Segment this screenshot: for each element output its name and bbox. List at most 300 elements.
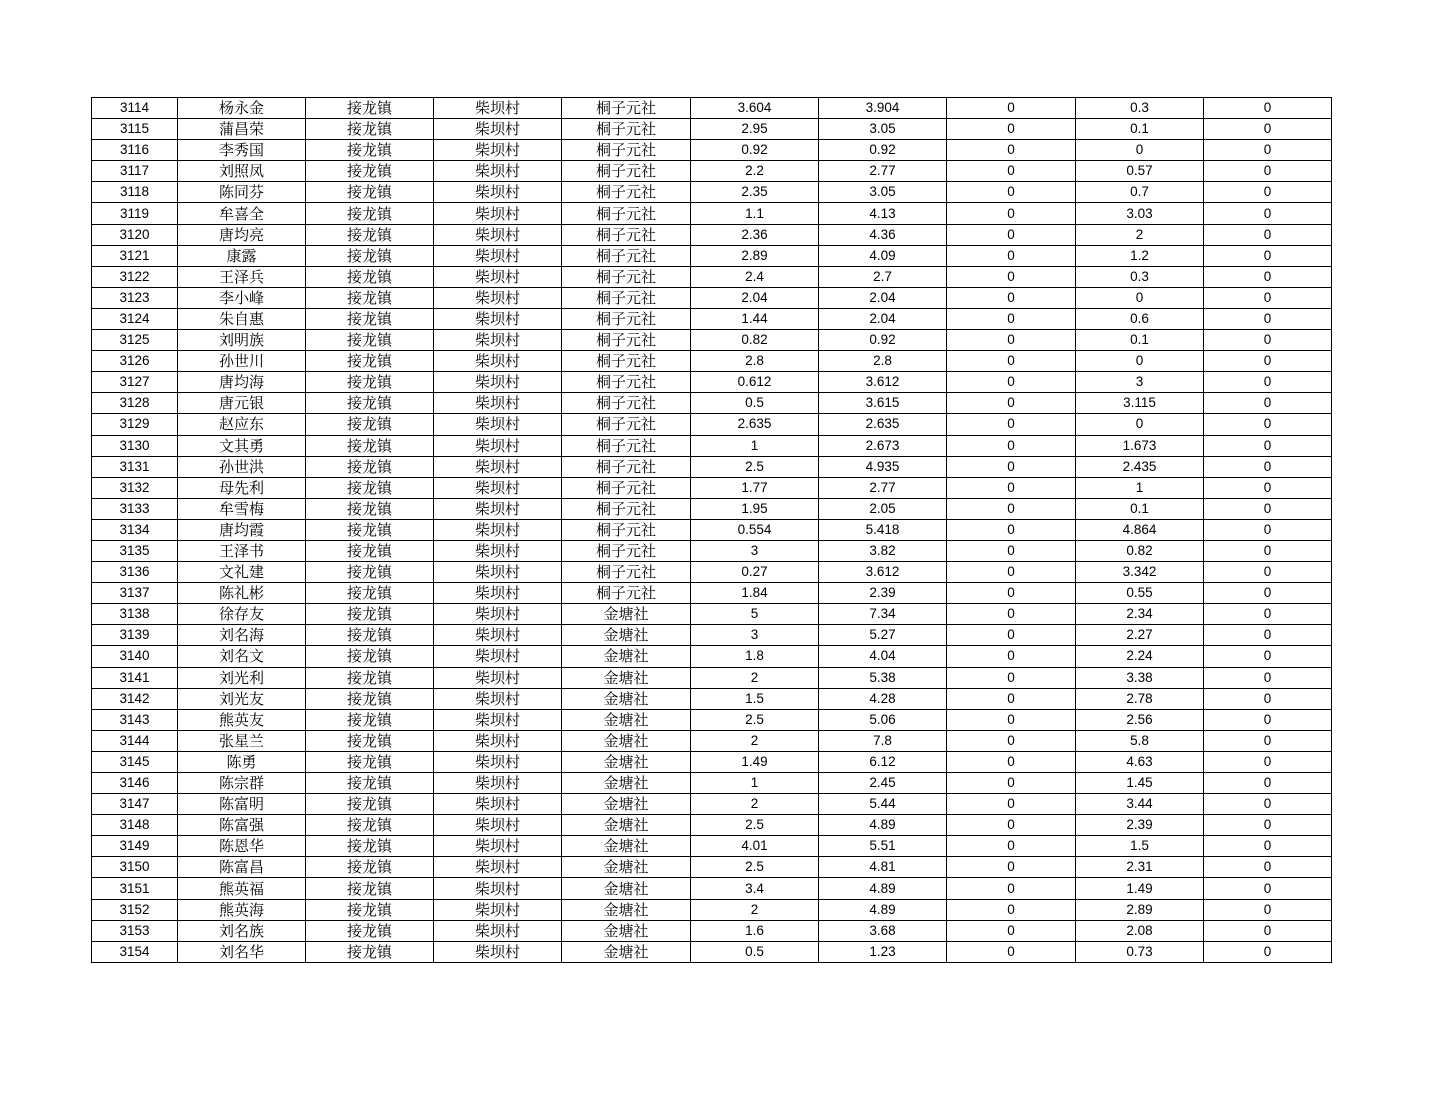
cell-value-a: 1 bbox=[691, 773, 819, 794]
cell-value-e: 0 bbox=[1204, 477, 1332, 498]
table-row bbox=[92, 351, 1332, 372]
cell-value-e: 0 bbox=[1204, 583, 1332, 604]
cell-value-b: 5.27 bbox=[819, 625, 947, 646]
cell-person-name: 文其勇 bbox=[178, 435, 306, 456]
cell-town: 接龙镇 bbox=[306, 351, 434, 372]
cell-village: 柴坝村 bbox=[434, 498, 562, 519]
cell-value-a: 3.604 bbox=[691, 98, 819, 119]
cell-value-d: 3.38 bbox=[1076, 667, 1204, 688]
cell-value-a: 0.612 bbox=[691, 372, 819, 393]
cell-person-name: 刘名华 bbox=[178, 941, 306, 962]
cell-village: 柴坝村 bbox=[434, 435, 562, 456]
cell-town: 接龙镇 bbox=[306, 562, 434, 583]
cell-value-d: 3 bbox=[1076, 372, 1204, 393]
cell-person-name: 刘名族 bbox=[178, 920, 306, 941]
table-row bbox=[92, 794, 1332, 815]
cell-value-e: 0 bbox=[1204, 330, 1332, 351]
cell-person-name: 熊英海 bbox=[178, 899, 306, 920]
cell-group: 金塘社 bbox=[562, 751, 691, 772]
cell-value-d: 0 bbox=[1076, 414, 1204, 435]
cell-village: 柴坝村 bbox=[434, 899, 562, 920]
cell-value-e: 0 bbox=[1204, 920, 1332, 941]
cell-value-d: 1 bbox=[1076, 477, 1204, 498]
cell-value-b: 0.92 bbox=[819, 330, 947, 351]
cell-group: 金塘社 bbox=[562, 920, 691, 941]
cell-value-d: 0.3 bbox=[1076, 98, 1204, 119]
cell-value-b: 2.673 bbox=[819, 435, 947, 456]
cell-group: 金塘社 bbox=[562, 836, 691, 857]
cell-value-a: 1.5 bbox=[691, 688, 819, 709]
cell-value-e: 0 bbox=[1204, 372, 1332, 393]
table-row bbox=[92, 182, 1332, 203]
cell-value-e: 0 bbox=[1204, 794, 1332, 815]
cell-value-a: 1.44 bbox=[691, 308, 819, 329]
cell-value-c: 0 bbox=[947, 287, 1076, 308]
cell-row-id: 3152 bbox=[92, 899, 178, 920]
cell-person-name: 李秀国 bbox=[178, 140, 306, 161]
table-row bbox=[92, 435, 1332, 456]
cell-town: 接龙镇 bbox=[306, 794, 434, 815]
cell-village: 柴坝村 bbox=[434, 308, 562, 329]
table-row bbox=[92, 625, 1332, 646]
cell-town: 接龙镇 bbox=[306, 878, 434, 899]
table-row bbox=[92, 372, 1332, 393]
cell-row-id: 3126 bbox=[92, 351, 178, 372]
cell-group: 桐子元社 bbox=[562, 562, 691, 583]
cell-village: 柴坝村 bbox=[434, 815, 562, 836]
cell-value-c: 0 bbox=[947, 414, 1076, 435]
cell-value-a: 2 bbox=[691, 667, 819, 688]
cell-value-e: 0 bbox=[1204, 182, 1332, 203]
cell-value-e: 0 bbox=[1204, 119, 1332, 140]
table-row bbox=[92, 540, 1332, 561]
cell-value-d: 0 bbox=[1076, 351, 1204, 372]
cell-value-a: 2.89 bbox=[691, 245, 819, 266]
cell-value-b: 2.7 bbox=[819, 266, 947, 287]
cell-value-c: 0 bbox=[947, 435, 1076, 456]
cell-person-name: 刘名海 bbox=[178, 625, 306, 646]
cell-row-id: 3129 bbox=[92, 414, 178, 435]
cell-person-name: 陈礼彬 bbox=[178, 583, 306, 604]
cell-value-d: 0.73 bbox=[1076, 941, 1204, 962]
cell-value-d: 1.49 bbox=[1076, 878, 1204, 899]
cell-value-a: 3 bbox=[691, 540, 819, 561]
cell-village: 柴坝村 bbox=[434, 920, 562, 941]
cell-value-d: 0.7 bbox=[1076, 182, 1204, 203]
cell-village: 柴坝村 bbox=[434, 730, 562, 751]
cell-row-id: 3151 bbox=[92, 878, 178, 899]
cell-value-c: 0 bbox=[947, 393, 1076, 414]
cell-village: 柴坝村 bbox=[434, 540, 562, 561]
cell-value-a: 1.77 bbox=[691, 477, 819, 498]
cell-value-e: 0 bbox=[1204, 815, 1332, 836]
cell-person-name: 陈富昌 bbox=[178, 857, 306, 878]
cell-value-b: 3.904 bbox=[819, 98, 947, 119]
cell-value-c: 0 bbox=[947, 773, 1076, 794]
cell-row-id: 3144 bbox=[92, 730, 178, 751]
cell-row-id: 3127 bbox=[92, 372, 178, 393]
cell-value-a: 0.82 bbox=[691, 330, 819, 351]
cell-value-e: 0 bbox=[1204, 857, 1332, 878]
cell-village: 柴坝村 bbox=[434, 604, 562, 625]
cell-value-d: 0.3 bbox=[1076, 266, 1204, 287]
cell-value-d: 2.27 bbox=[1076, 625, 1204, 646]
table-row bbox=[92, 562, 1332, 583]
cell-town: 接龙镇 bbox=[306, 583, 434, 604]
table-row bbox=[92, 878, 1332, 899]
cell-person-name: 唐均霞 bbox=[178, 519, 306, 540]
cell-value-d: 2.56 bbox=[1076, 709, 1204, 730]
cell-value-b: 2.77 bbox=[819, 477, 947, 498]
cell-village: 柴坝村 bbox=[434, 688, 562, 709]
table-row bbox=[92, 266, 1332, 287]
cell-value-d: 0.82 bbox=[1076, 540, 1204, 561]
cell-group: 桐子元社 bbox=[562, 540, 691, 561]
cell-row-id: 3134 bbox=[92, 519, 178, 540]
cell-value-e: 0 bbox=[1204, 351, 1332, 372]
cell-village: 柴坝村 bbox=[434, 773, 562, 794]
cell-group: 金塘社 bbox=[562, 815, 691, 836]
cell-value-e: 0 bbox=[1204, 730, 1332, 751]
cell-value-c: 0 bbox=[947, 667, 1076, 688]
cell-value-b: 0.92 bbox=[819, 140, 947, 161]
cell-value-b: 4.13 bbox=[819, 203, 947, 224]
cell-group: 金塘社 bbox=[562, 688, 691, 709]
cell-village: 柴坝村 bbox=[434, 351, 562, 372]
cell-value-d: 3.03 bbox=[1076, 203, 1204, 224]
cell-person-name: 唐均亮 bbox=[178, 224, 306, 245]
table-row bbox=[92, 245, 1332, 266]
table-row bbox=[92, 941, 1332, 962]
cell-person-name: 母先利 bbox=[178, 477, 306, 498]
cell-value-e: 0 bbox=[1204, 266, 1332, 287]
cell-row-id: 3125 bbox=[92, 330, 178, 351]
cell-value-e: 0 bbox=[1204, 245, 1332, 266]
cell-value-d: 1.45 bbox=[1076, 773, 1204, 794]
cell-row-id: 3148 bbox=[92, 815, 178, 836]
cell-value-d: 2.31 bbox=[1076, 857, 1204, 878]
cell-value-e: 0 bbox=[1204, 414, 1332, 435]
cell-row-id: 3150 bbox=[92, 857, 178, 878]
cell-value-e: 0 bbox=[1204, 941, 1332, 962]
table-row bbox=[92, 519, 1332, 540]
cell-village: 柴坝村 bbox=[434, 625, 562, 646]
cell-value-e: 0 bbox=[1204, 878, 1332, 899]
cell-value-e: 0 bbox=[1204, 836, 1332, 857]
cell-value-b: 4.89 bbox=[819, 899, 947, 920]
cell-person-name: 刘明族 bbox=[178, 330, 306, 351]
cell-value-c: 0 bbox=[947, 540, 1076, 561]
cell-group: 金塘社 bbox=[562, 730, 691, 751]
cell-group: 金塘社 bbox=[562, 604, 691, 625]
cell-group: 金塘社 bbox=[562, 794, 691, 815]
cell-value-c: 0 bbox=[947, 351, 1076, 372]
cell-town: 接龙镇 bbox=[306, 477, 434, 498]
cell-person-name: 杨永金 bbox=[178, 98, 306, 119]
cell-value-d: 3.342 bbox=[1076, 562, 1204, 583]
cell-value-b: 2.04 bbox=[819, 308, 947, 329]
cell-value-e: 0 bbox=[1204, 203, 1332, 224]
cell-person-name: 文礼建 bbox=[178, 562, 306, 583]
cell-village: 柴坝村 bbox=[434, 245, 562, 266]
cell-town: 接龙镇 bbox=[306, 203, 434, 224]
cell-value-c: 0 bbox=[947, 140, 1076, 161]
table-row bbox=[92, 393, 1332, 414]
cell-town: 接龙镇 bbox=[306, 161, 434, 182]
cell-village: 柴坝村 bbox=[434, 161, 562, 182]
cell-group: 桐子元社 bbox=[562, 119, 691, 140]
cell-village: 柴坝村 bbox=[434, 646, 562, 667]
cell-row-id: 3145 bbox=[92, 751, 178, 772]
cell-value-b: 4.09 bbox=[819, 245, 947, 266]
cell-group: 桐子元社 bbox=[562, 435, 691, 456]
cell-row-id: 3138 bbox=[92, 604, 178, 625]
cell-row-id: 3149 bbox=[92, 836, 178, 857]
table-row bbox=[92, 203, 1332, 224]
cell-value-c: 0 bbox=[947, 899, 1076, 920]
cell-value-e: 0 bbox=[1204, 140, 1332, 161]
cell-group: 桐子元社 bbox=[562, 519, 691, 540]
cell-value-c: 0 bbox=[947, 98, 1076, 119]
cell-value-b: 1.23 bbox=[819, 941, 947, 962]
table-row bbox=[92, 414, 1332, 435]
cell-value-b: 4.81 bbox=[819, 857, 947, 878]
cell-value-d: 2.34 bbox=[1076, 604, 1204, 625]
cell-village: 柴坝村 bbox=[434, 98, 562, 119]
cell-person-name: 张星兰 bbox=[178, 730, 306, 751]
table-row bbox=[92, 119, 1332, 140]
cell-value-d: 4.63 bbox=[1076, 751, 1204, 772]
cell-person-name: 刘照凤 bbox=[178, 161, 306, 182]
cell-person-name: 刘名文 bbox=[178, 646, 306, 667]
cell-village: 柴坝村 bbox=[434, 477, 562, 498]
cell-value-e: 0 bbox=[1204, 751, 1332, 772]
cell-person-name: 王泽兵 bbox=[178, 266, 306, 287]
cell-village: 柴坝村 bbox=[434, 583, 562, 604]
cell-row-id: 3128 bbox=[92, 393, 178, 414]
cell-group: 金塘社 bbox=[562, 878, 691, 899]
cell-value-a: 2.5 bbox=[691, 456, 819, 477]
cell-value-d: 2.435 bbox=[1076, 456, 1204, 477]
cell-value-b: 3.612 bbox=[819, 372, 947, 393]
cell-row-id: 3132 bbox=[92, 477, 178, 498]
cell-town: 接龙镇 bbox=[306, 920, 434, 941]
cell-value-c: 0 bbox=[947, 730, 1076, 751]
cell-town: 接龙镇 bbox=[306, 540, 434, 561]
cell-village: 柴坝村 bbox=[434, 857, 562, 878]
cell-row-id: 3133 bbox=[92, 498, 178, 519]
cell-person-name: 蒲昌荣 bbox=[178, 119, 306, 140]
cell-value-b: 7.34 bbox=[819, 604, 947, 625]
cell-value-c: 0 bbox=[947, 498, 1076, 519]
cell-value-a: 0.5 bbox=[691, 941, 819, 962]
cell-value-e: 0 bbox=[1204, 224, 1332, 245]
cell-value-c: 0 bbox=[947, 224, 1076, 245]
cell-town: 接龙镇 bbox=[306, 287, 434, 308]
cell-village: 柴坝村 bbox=[434, 266, 562, 287]
cell-value-a: 2.36 bbox=[691, 224, 819, 245]
cell-village: 柴坝村 bbox=[434, 393, 562, 414]
cell-value-b: 2.8 bbox=[819, 351, 947, 372]
cell-value-d: 0 bbox=[1076, 287, 1204, 308]
cell-town: 接龙镇 bbox=[306, 730, 434, 751]
cell-town: 接龙镇 bbox=[306, 857, 434, 878]
cell-town: 接龙镇 bbox=[306, 414, 434, 435]
cell-village: 柴坝村 bbox=[434, 119, 562, 140]
cell-village: 柴坝村 bbox=[434, 709, 562, 730]
cell-town: 接龙镇 bbox=[306, 625, 434, 646]
cell-person-name: 孙世洪 bbox=[178, 456, 306, 477]
cell-value-d: 2.89 bbox=[1076, 899, 1204, 920]
cell-value-c: 0 bbox=[947, 182, 1076, 203]
cell-town: 接龙镇 bbox=[306, 182, 434, 203]
cell-value-e: 0 bbox=[1204, 519, 1332, 540]
cell-value-a: 2.4 bbox=[691, 266, 819, 287]
cell-value-d: 2.24 bbox=[1076, 646, 1204, 667]
cell-town: 接龙镇 bbox=[306, 941, 434, 962]
table-row bbox=[92, 224, 1332, 245]
cell-value-d: 3.115 bbox=[1076, 393, 1204, 414]
cell-value-a: 2.635 bbox=[691, 414, 819, 435]
cell-group: 桐子元社 bbox=[562, 477, 691, 498]
cell-group: 金塘社 bbox=[562, 899, 691, 920]
cell-town: 接龙镇 bbox=[306, 245, 434, 266]
cell-value-a: 2 bbox=[691, 899, 819, 920]
cell-value-b: 5.418 bbox=[819, 519, 947, 540]
cell-value-a: 2 bbox=[691, 794, 819, 815]
cell-town: 接龙镇 bbox=[306, 140, 434, 161]
cell-village: 柴坝村 bbox=[434, 456, 562, 477]
cell-person-name: 牟喜全 bbox=[178, 203, 306, 224]
cell-person-name: 徐存友 bbox=[178, 604, 306, 625]
cell-value-d: 0.6 bbox=[1076, 308, 1204, 329]
cell-value-b: 3.05 bbox=[819, 119, 947, 140]
cell-value-a: 2.5 bbox=[691, 709, 819, 730]
cell-value-d: 2.08 bbox=[1076, 920, 1204, 941]
cell-value-e: 0 bbox=[1204, 540, 1332, 561]
cell-group: 桐子元社 bbox=[562, 456, 691, 477]
table-body bbox=[92, 98, 1332, 963]
table-row bbox=[92, 456, 1332, 477]
table-row bbox=[92, 751, 1332, 772]
cell-value-e: 0 bbox=[1204, 498, 1332, 519]
cell-value-a: 4.01 bbox=[691, 836, 819, 857]
cell-group: 桐子元社 bbox=[562, 372, 691, 393]
cell-person-name: 康露 bbox=[178, 245, 306, 266]
cell-value-b: 4.36 bbox=[819, 224, 947, 245]
cell-town: 接龙镇 bbox=[306, 836, 434, 857]
cell-group: 桐子元社 bbox=[562, 224, 691, 245]
cell-value-c: 0 bbox=[947, 456, 1076, 477]
cell-village: 柴坝村 bbox=[434, 794, 562, 815]
cell-row-id: 3140 bbox=[92, 646, 178, 667]
cell-value-b: 4.89 bbox=[819, 815, 947, 836]
cell-town: 接龙镇 bbox=[306, 372, 434, 393]
cell-value-c: 0 bbox=[947, 815, 1076, 836]
cell-value-b: 3.612 bbox=[819, 562, 947, 583]
cell-village: 柴坝村 bbox=[434, 836, 562, 857]
cell-value-c: 0 bbox=[947, 751, 1076, 772]
table-row bbox=[92, 498, 1332, 519]
cell-row-id: 3135 bbox=[92, 540, 178, 561]
cell-value-c: 0 bbox=[947, 519, 1076, 540]
cell-village: 柴坝村 bbox=[434, 203, 562, 224]
cell-person-name: 赵应东 bbox=[178, 414, 306, 435]
cell-village: 柴坝村 bbox=[434, 224, 562, 245]
cell-row-id: 3120 bbox=[92, 224, 178, 245]
cell-group: 桐子元社 bbox=[562, 330, 691, 351]
cell-town: 接龙镇 bbox=[306, 266, 434, 287]
cell-row-id: 3143 bbox=[92, 709, 178, 730]
cell-row-id: 3142 bbox=[92, 688, 178, 709]
cell-value-e: 0 bbox=[1204, 604, 1332, 625]
cell-value-b: 4.04 bbox=[819, 646, 947, 667]
cell-value-a: 1.8 bbox=[691, 646, 819, 667]
cell-value-d: 0.1 bbox=[1076, 498, 1204, 519]
cell-village: 柴坝村 bbox=[434, 140, 562, 161]
cell-person-name: 陈宗群 bbox=[178, 773, 306, 794]
table-row bbox=[92, 140, 1332, 161]
cell-person-name: 王泽书 bbox=[178, 540, 306, 561]
cell-value-a: 3.4 bbox=[691, 878, 819, 899]
cell-value-c: 0 bbox=[947, 477, 1076, 498]
cell-village: 柴坝村 bbox=[434, 182, 562, 203]
table-row bbox=[92, 604, 1332, 625]
cell-value-a: 0.27 bbox=[691, 562, 819, 583]
cell-row-id: 3117 bbox=[92, 161, 178, 182]
cell-value-e: 0 bbox=[1204, 899, 1332, 920]
cell-town: 接龙镇 bbox=[306, 899, 434, 920]
cell-town: 接龙镇 bbox=[306, 98, 434, 119]
cell-group: 金塘社 bbox=[562, 709, 691, 730]
cell-value-c: 0 bbox=[947, 688, 1076, 709]
cell-person-name: 熊英友 bbox=[178, 709, 306, 730]
cell-town: 接龙镇 bbox=[306, 604, 434, 625]
cell-value-e: 0 bbox=[1204, 308, 1332, 329]
cell-row-id: 3114 bbox=[92, 98, 178, 119]
table-row bbox=[92, 688, 1332, 709]
cell-person-name: 牟雪梅 bbox=[178, 498, 306, 519]
cell-person-name: 唐元银 bbox=[178, 393, 306, 414]
table-row bbox=[92, 583, 1332, 604]
cell-row-id: 3136 bbox=[92, 562, 178, 583]
cell-town: 接龙镇 bbox=[306, 224, 434, 245]
cell-value-e: 0 bbox=[1204, 773, 1332, 794]
cell-row-id: 3153 bbox=[92, 920, 178, 941]
data-sheet bbox=[91, 97, 1332, 963]
cell-value-e: 0 bbox=[1204, 393, 1332, 414]
cell-group: 桐子元社 bbox=[562, 287, 691, 308]
cell-town: 接龙镇 bbox=[306, 498, 434, 519]
table-row bbox=[92, 730, 1332, 751]
cell-value-a: 1.84 bbox=[691, 583, 819, 604]
cell-row-id: 3146 bbox=[92, 773, 178, 794]
table-row bbox=[92, 857, 1332, 878]
cell-value-c: 0 bbox=[947, 245, 1076, 266]
cell-value-b: 3.82 bbox=[819, 540, 947, 561]
cell-town: 接龙镇 bbox=[306, 456, 434, 477]
cell-value-c: 0 bbox=[947, 119, 1076, 140]
cell-village: 柴坝村 bbox=[434, 330, 562, 351]
cell-value-b: 5.44 bbox=[819, 794, 947, 815]
cell-value-b: 2.635 bbox=[819, 414, 947, 435]
cell-group: 桐子元社 bbox=[562, 182, 691, 203]
cell-value-a: 2.8 bbox=[691, 351, 819, 372]
cell-value-e: 0 bbox=[1204, 287, 1332, 308]
cell-value-d: 0.1 bbox=[1076, 119, 1204, 140]
cell-value-a: 2.04 bbox=[691, 287, 819, 308]
table-row bbox=[92, 836, 1332, 857]
